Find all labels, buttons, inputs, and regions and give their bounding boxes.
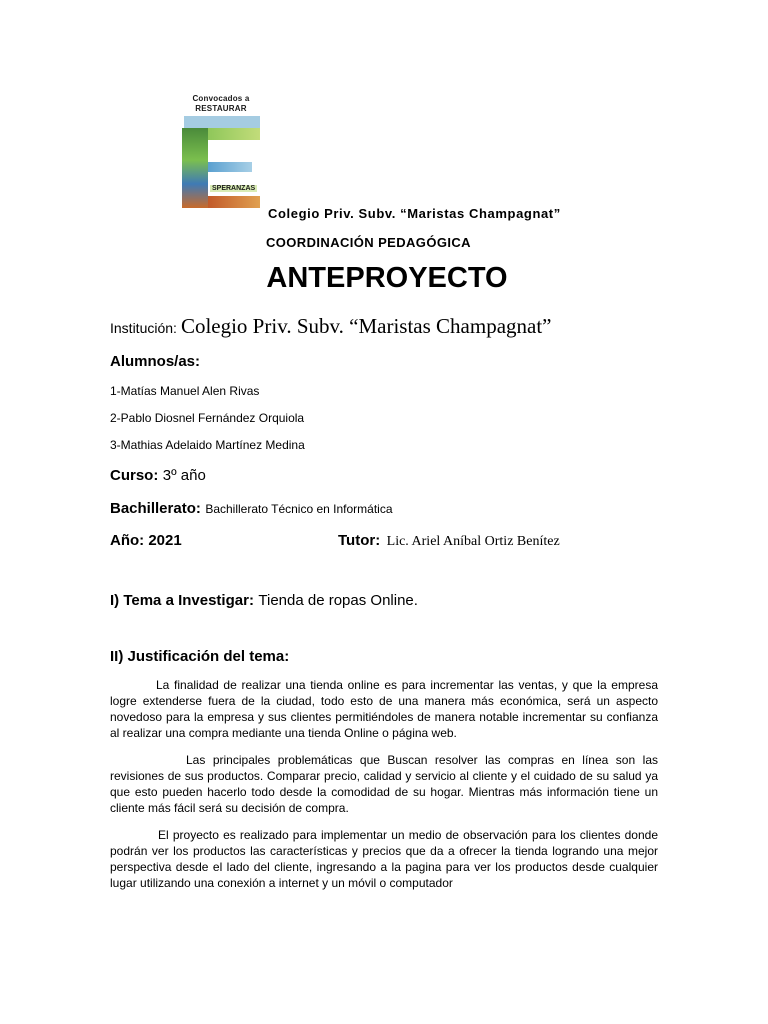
bachillerato-row <box>110 500 393 518</box>
student-item: 2-Pablo Diosnel Fernández Orquiola <box>110 411 305 425</box>
section-topic-label: I) Tema a Investigar: <box>110 592 254 609</box>
institution-label: Institución: <box>110 320 177 336</box>
school-logo <box>178 90 264 210</box>
student-item: 1-Matías Manuel Alen Rivas <box>110 384 260 398</box>
student-item: 3-Mathias Adelaido Martínez Medina <box>110 438 305 452</box>
course-label: Curso: <box>110 467 159 484</box>
logo-word: SPERANZAS <box>212 185 256 192</box>
year-label: Año: 2021 <box>110 532 182 549</box>
course-value: 3º año <box>162 467 206 484</box>
bachillerato-value: Bachillerato Técnico en Informática <box>205 502 393 516</box>
course-row <box>110 467 206 485</box>
section-justification <box>110 648 289 666</box>
header-school: Colegio Priv. Subv. “Maristas Champagnat” <box>268 206 561 221</box>
institution-value: Colegio Priv. Subv. “Maristas Champagnat” <box>180 314 552 338</box>
students-heading: Alumnos/as: <box>110 353 201 370</box>
tutor-row <box>338 532 560 550</box>
logo-banner <box>184 116 260 128</box>
paragraph: La finalidad de realizar una tienda online es para incrementar las ventas, y que la empresa logre extenderse fuera de la ciudad, todo esto de una manera más económica, será un aspecto novedoso para la empresa y sus clientes permitiéndoles de manera notable incrementar su confianza al realizar una compra mediante una tienda Online o página web. <box>110 678 658 740</box>
section-justification-label: II) Justificación del tema: <box>110 648 290 665</box>
document-title: ANTEPROYECTO <box>266 262 508 294</box>
tutor-label: Tutor: <box>338 532 381 549</box>
logo-letter-e <box>182 128 260 208</box>
paragraph: Las principales problemáticas que Buscan resolver las compras en línea son las revisiones de sus productos. Comparar precio, calidad y servicio al cliente y el cuidado de su salud ya que esto pueden hacerlo todo desde la comodidad de su hogar. Mientras más información tiene un cliente más fácil será su decisión de compra. <box>110 753 658 815</box>
header-department: COORDINACIÓN PEDAGÓGICA <box>266 235 471 250</box>
logo-line-2: RESTAURAR <box>195 104 247 113</box>
section-topic <box>110 592 418 610</box>
section-topic-value: Tienda de ropas Online. <box>258 592 418 609</box>
paragraph: El proyecto es realizado para implementar un medio de observación para los clientes donde podrán ver los productos las características y precios que da a ofrecer la tienda logrando una mejor perspectiva desde el lado del cliente, ingresando a la pagina para ver los productos desde cualquier lugar utilizando una conexión a internet y un móvil o computador <box>110 828 658 890</box>
logo-line-1: Convocados a <box>192 94 250 103</box>
institution-row <box>110 314 552 339</box>
tutor-value: Lic. Ariel Aníbal Ortiz Benítez <box>386 534 560 549</box>
bachillerato-label: Bachillerato: <box>110 500 201 517</box>
year-row <box>110 532 182 550</box>
